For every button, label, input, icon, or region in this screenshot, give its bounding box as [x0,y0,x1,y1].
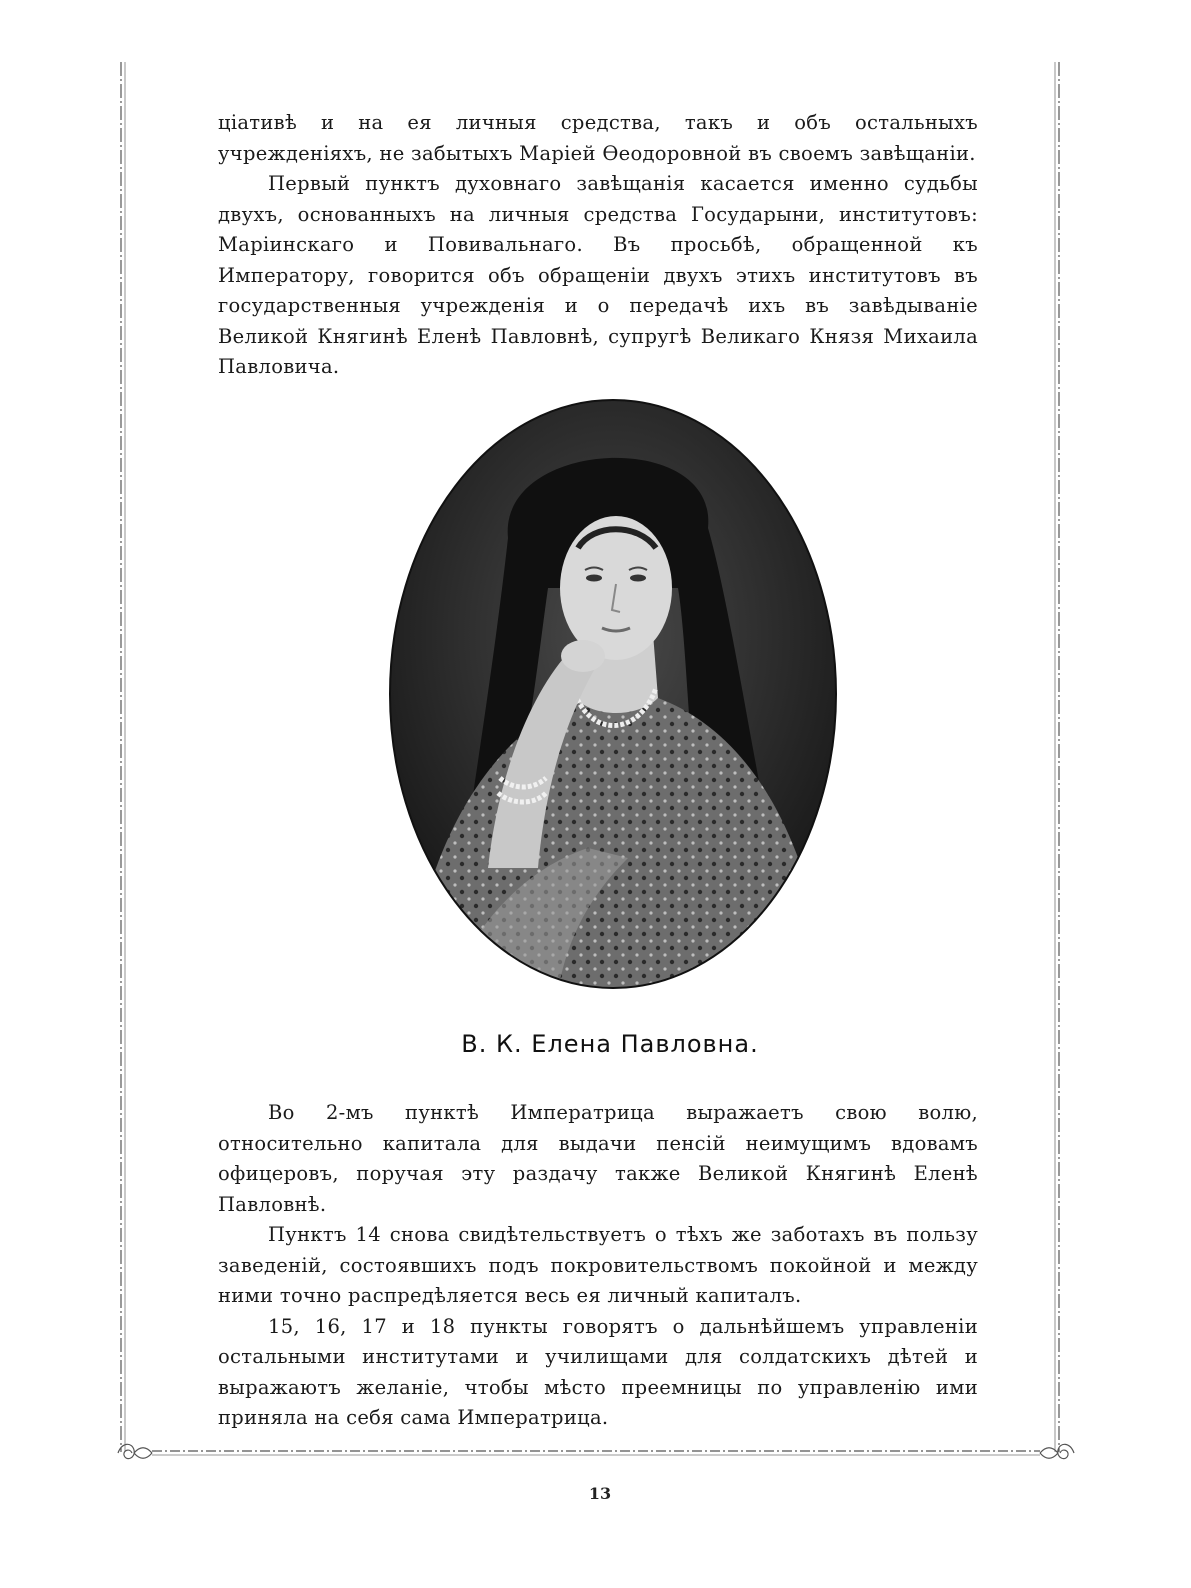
bottom-text-section [218,1098,978,1434]
paragraph-first-clause: Первый пунктъ духовнаго завѣщанія касается именно судьбы двухъ, основанныхъ на личныя средства Государыни, институтовъ: Маріинскаго и Повивальнаго. Въ просьбѣ, обращенной къ Императору, говорится объ обращеніи двухъ этихъ институтовъ въ государственныя учрежденія и о передачѣ ихъ въ завѣдываніе Великой Княгинѣ Еленѣ Павловнѣ, супругѣ Великаго Князя Михаила Павловича. [218,172,978,378]
paragraph-clause-14: Пунктъ 14 снова свидѣтельствуетъ о тѣхъ же заботахъ въ пользу заведеній, состоявшихъ подъ покровительствомъ покойной и между ними точно распредѣляется весь ея личный капиталъ. [218,1223,978,1307]
page-border-left [118,62,128,1452]
page-number: 13 [588,1484,612,1503]
page-border-bottom [112,1438,1080,1468]
top-text-section [218,108,978,383]
paragraph-continuation: ціативѣ и на ея личныя средства, такъ и объ остальныхъ учрежденіяхъ, не забытыхъ Маріей Ѳеодоровной въ своемъ завѣщаніи. [218,111,978,165]
corner-ornament-left [118,1444,152,1458]
corner-ornament-right [1040,1444,1074,1458]
portrait-caption: В. К. Елена Павловна. [461,1030,759,1058]
page-border-right [1052,62,1062,1452]
paragraph-second-clause: Во 2-мъ пунктѣ Императрица выражаетъ свою волю, относительно капитала для выдачи пенсій неимущимъ вдовамъ офицеровъ, поручая эту раздачу также Великой Княгинѣ Еленѣ Павловнѣ. [218,1101,978,1216]
portrait-grand-duchess-elena-pavlovna [388,398,838,990]
paragraph-clauses-15-18: 15, 16, 17 и 18 пункты говорятъ о дальнѣйшемъ управленіи остальными институтами и училищами для солдатскихъ дѣтей и выражаютъ желаніе, чтобы мѣсто преемницы по управленію ими приняла на себя сама Императрица. [218,1314,978,1429]
